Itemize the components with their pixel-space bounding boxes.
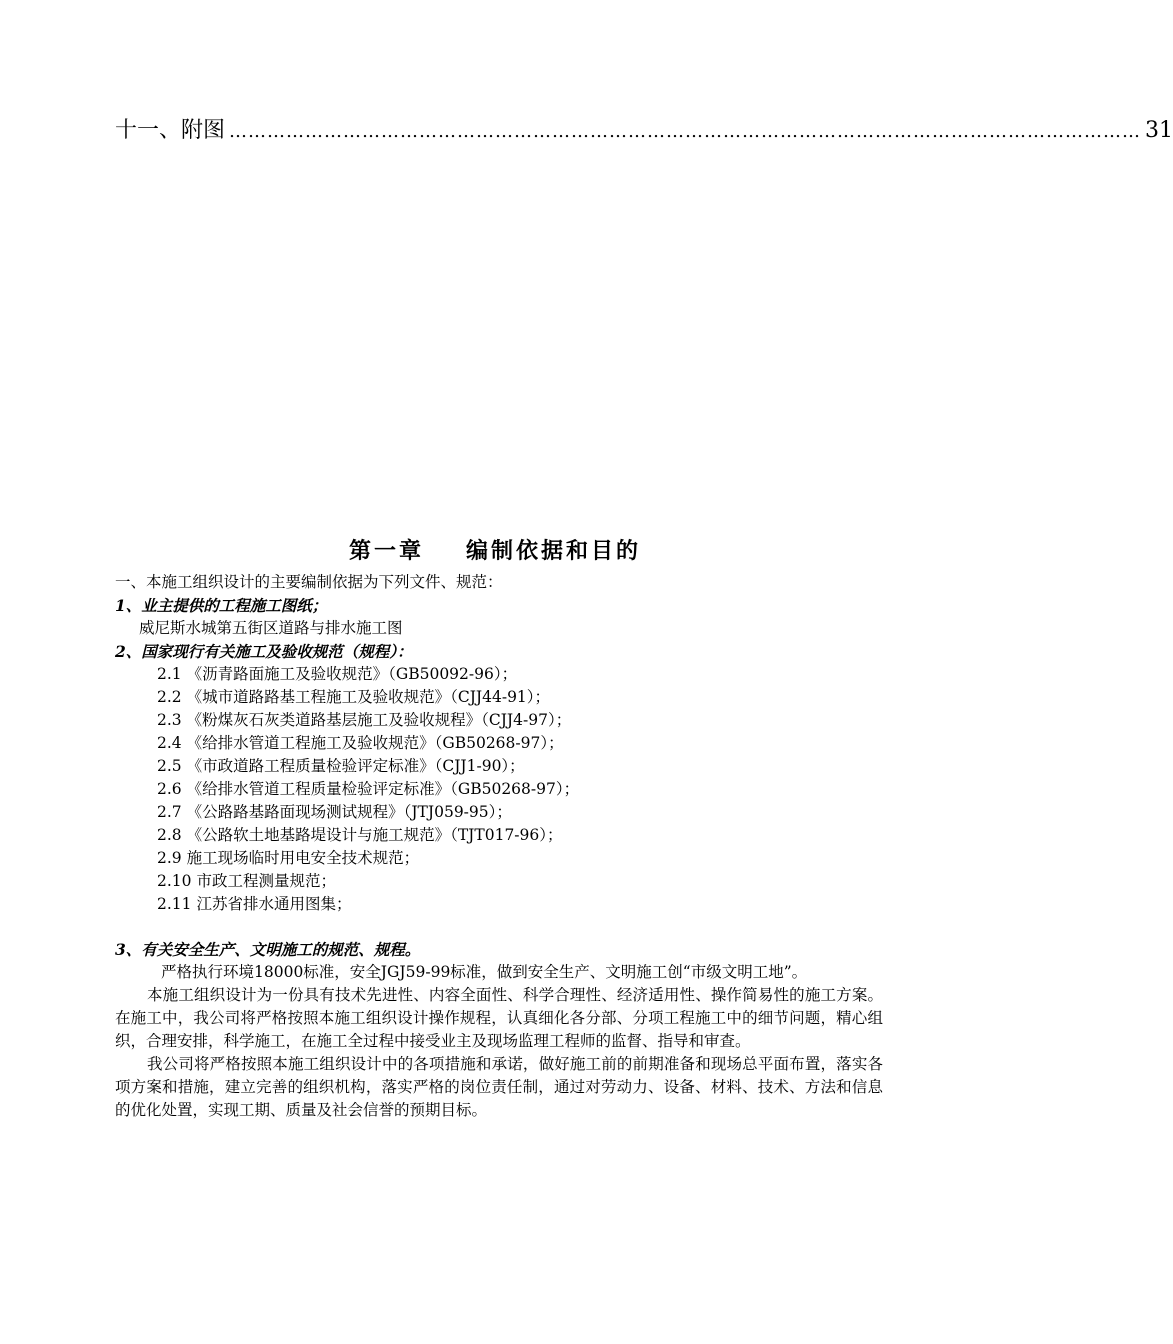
- paragraph: 我公司将严格按照本施工组织设计中的各项措施和承诺，做好施工前的前期准备和现场总平面布置，落实各项方案和措施，建立完善的组织机构，落实严格的岗位责任制，通过对劳动力、设备、材料、技术、方法和信息的优化处置，实现工期、质量及社会信誉的预期目标。: [115, 1055, 883, 1119]
- toc-leader-dots: ………………………………………………………………………………………………………………………………: [229, 121, 1142, 142]
- list-item: 2.3 《粉煤灰石灰类道路基层施工及验收规程》（CJJ4-97）；: [157, 711, 572, 729]
- list-item: 2.1 《沥青路面施工及验收规范》（GB50092-96）；: [157, 665, 518, 683]
- chapter-name: 编制依据和目的: [466, 538, 642, 564]
- chapter-number: 第一章: [348, 538, 424, 564]
- list-item: 2.9 施工现场临时用电安全技术规范；: [157, 849, 420, 867]
- paragraph: 严格执行环境18000标准，安全JGJ59-99标准，做到安全生产、文明施工创“市级文明工地”。: [161, 963, 808, 981]
- list-item: 2.5 《市政道路工程质量检验评定标准》（CJJ1-90）；: [157, 757, 525, 775]
- list-item: 2.4 《给排水管道工程施工及验收规范》（GB50268-97）；: [157, 734, 564, 752]
- chapter-title: [0, 534, 950, 565]
- toc-entry[interactable]: [115, 113, 1173, 144]
- list-item: 2.8 《公路软土地基路堤设计与施工规范》（TJT017-96）；: [157, 826, 563, 844]
- section3-heading: 3、有关安全生产、文明施工的规范、规程。: [115, 940, 421, 959]
- list-item: 2.2 《城市道路路基工程施工及验收规范》（CJJ44-91）；: [157, 688, 551, 706]
- document-body: [115, 571, 883, 1122]
- list-item: 2.11 江苏省排水通用图集；: [157, 895, 352, 913]
- standards-list: [115, 663, 883, 916]
- list-item: 2.6 《给排水管道工程质量检验评定标准》（GB50268-97）；: [157, 780, 580, 798]
- section1-heading: 1、业主提供的工程施工图纸；: [115, 596, 328, 615]
- section1-item: 威尼斯水城第五街区道路与排水施工图: [139, 619, 403, 637]
- spacer: [115, 916, 883, 938]
- list-item: 2.10 市政工程测量规范；: [157, 872, 336, 890]
- paragraph: 本施工组织设计为一份具有技术先进性、内容全面性、科学合理性、经济适用性、操作简易性的施工方案。在施工中，我公司将严格按照本施工组织设计操作规程，认真细化各分部、分项工程施工中的细节问题，精心组织，合理安排，科学施工，在施工全过程中接受业主及现场监理工程师的监督、指导和审查。: [115, 986, 883, 1050]
- section2-heading: 2、国家现行有关施工及验收规范（规程）：: [115, 642, 413, 661]
- toc-entry-label: 十一、附图: [115, 118, 226, 143]
- toc-page-number: 31: [1145, 118, 1173, 143]
- intro-line: 一、本施工组织设计的主要编制依据为下列文件、规范：: [115, 573, 503, 591]
- list-item: 2.7 《公路路基路面现场测试规程》（JTJ059-95）；: [157, 803, 512, 821]
